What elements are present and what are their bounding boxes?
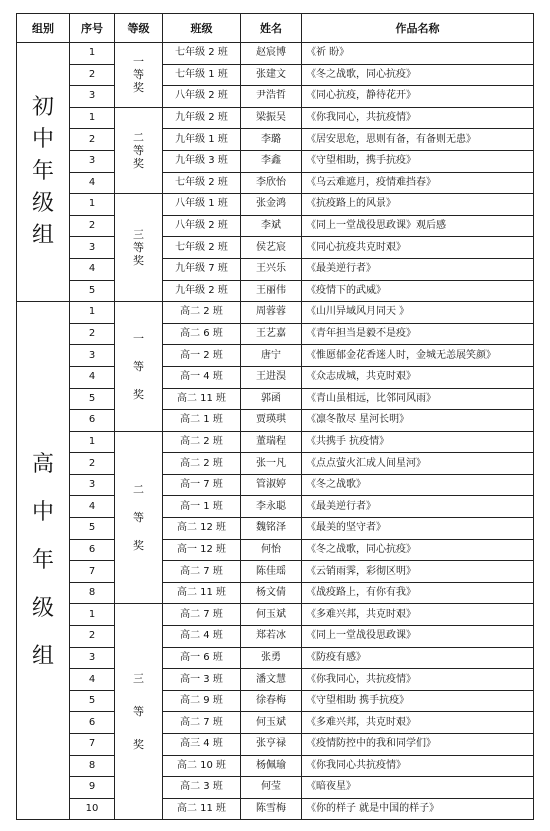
name-cell: 何玉斌 bbox=[241, 712, 302, 734]
title-cell: 《居安思危，思则有备，有备则无患》 bbox=[302, 129, 534, 151]
table-row bbox=[17, 64, 534, 86]
name-cell: 徐春梅 bbox=[241, 690, 302, 712]
seq-cell: 1 bbox=[70, 604, 115, 626]
level-label-char: 奖 bbox=[133, 156, 144, 170]
seq-cell: 2 bbox=[70, 215, 115, 237]
table-row bbox=[17, 323, 534, 345]
class-cell: 七年级 2 班 bbox=[163, 43, 241, 65]
title-cell: 《凛冬散尽 星河长明》 bbox=[302, 410, 534, 432]
class-cell: 八年级 2 班 bbox=[163, 215, 241, 237]
class-cell: 七年级 2 班 bbox=[163, 237, 241, 259]
name-cell: 郭函 bbox=[241, 388, 302, 410]
table-row bbox=[17, 86, 534, 108]
seq-cell: 4 bbox=[70, 172, 115, 194]
class-cell: 高一 12 班 bbox=[163, 539, 241, 561]
seq-cell: 2 bbox=[70, 129, 115, 151]
level-label-char: 等 bbox=[133, 705, 144, 719]
class-cell: 高二 1 班 bbox=[163, 410, 241, 432]
name-cell: 李鑫 bbox=[241, 150, 302, 172]
level-label-char: 一 bbox=[133, 55, 144, 69]
table-row bbox=[17, 518, 534, 540]
title-cell: 《防疫有感》 bbox=[302, 647, 534, 669]
level-label-char: 奖 bbox=[133, 387, 144, 401]
seq-cell: 7 bbox=[70, 734, 115, 756]
title-cell: 《云销雨霁，彩彻区明》 bbox=[302, 561, 534, 583]
header-row bbox=[17, 14, 534, 43]
table-row bbox=[17, 388, 534, 410]
table-row bbox=[17, 302, 534, 324]
seq-cell: 4 bbox=[70, 366, 115, 388]
title-cell: 《暗夜星》 bbox=[302, 777, 534, 799]
seq-cell: 3 bbox=[70, 345, 115, 367]
title-cell: 《守望相助 携手抗疫》 bbox=[302, 690, 534, 712]
header-title: 作品名称 bbox=[302, 14, 534, 43]
level-label-char: 奖 bbox=[133, 81, 144, 95]
name-cell: 陈佳瑶 bbox=[241, 561, 302, 583]
class-cell: 高三 4 班 bbox=[163, 734, 241, 756]
seq-cell: 3 bbox=[70, 86, 115, 108]
seq-cell: 6 bbox=[70, 410, 115, 432]
level-label-char: 奖 bbox=[133, 539, 144, 553]
title-cell: 《冬之战歌，同心抗疫》 bbox=[302, 64, 534, 86]
class-cell: 高一 4 班 bbox=[163, 366, 241, 388]
seq-cell: 6 bbox=[70, 539, 115, 561]
title-cell: 《同上一堂战役思政课》观后感 bbox=[302, 215, 534, 237]
name-cell: 王丽伟 bbox=[241, 280, 302, 302]
title-cell: 《疫情下的武威》 bbox=[302, 280, 534, 302]
table-row bbox=[17, 107, 534, 129]
table-row bbox=[17, 280, 534, 302]
class-cell: 高二 10 班 bbox=[163, 755, 241, 777]
table-row bbox=[17, 604, 534, 626]
level-label-char: 二 bbox=[133, 130, 144, 144]
class-cell: 高二 2 班 bbox=[163, 431, 241, 453]
level-label-char: 等 bbox=[133, 68, 144, 82]
table-row bbox=[17, 496, 534, 518]
table-row bbox=[17, 626, 534, 648]
level-label-char: 奖 bbox=[133, 254, 144, 268]
group-label-char: 高 bbox=[31, 451, 54, 477]
name-cell: 张一凡 bbox=[241, 453, 302, 475]
name-cell: 杨佩瑜 bbox=[241, 755, 302, 777]
name-cell: 魏铭泽 bbox=[241, 518, 302, 540]
table-row bbox=[17, 453, 534, 475]
table-row bbox=[17, 712, 534, 734]
title-cell: 《青年担当是毅不是疫》 bbox=[302, 323, 534, 345]
title-cell: 《最美逆行者》 bbox=[302, 496, 534, 518]
group-label-char: 中 bbox=[31, 499, 54, 525]
table-row bbox=[17, 129, 534, 151]
name-cell: 梁振吴 bbox=[241, 107, 302, 129]
title-cell: 《同心抗疫，静待花开》 bbox=[302, 86, 534, 108]
class-cell: 高一 6 班 bbox=[163, 647, 241, 669]
seq-cell: 1 bbox=[70, 43, 115, 65]
class-cell: 高二 7 班 bbox=[163, 604, 241, 626]
group-label-char: 组 bbox=[31, 223, 54, 249]
class-cell: 七年级 2 班 bbox=[163, 172, 241, 194]
class-cell: 七年级 1 班 bbox=[163, 64, 241, 86]
table-row bbox=[17, 237, 534, 259]
title-cell: 《同上一堂战役思政课》 bbox=[302, 626, 534, 648]
title-cell: 《多难兴邦，共克时艰》 bbox=[302, 712, 534, 734]
group-label-char: 组 bbox=[31, 643, 54, 669]
seq-cell: 4 bbox=[70, 258, 115, 280]
seq-cell: 5 bbox=[70, 690, 115, 712]
class-cell: 高一 2 班 bbox=[163, 345, 241, 367]
name-cell: 潘文慧 bbox=[241, 669, 302, 691]
seq-cell: 3 bbox=[70, 647, 115, 669]
name-cell: 贾瑛琪 bbox=[241, 410, 302, 432]
title-cell: 《同心抗疫共克时艰》 bbox=[302, 237, 534, 259]
name-cell: 王兴乐 bbox=[241, 258, 302, 280]
title-cell: 《你我同心，共抗疫情》 bbox=[302, 669, 534, 691]
table-row bbox=[17, 172, 534, 194]
name-cell: 赵宸博 bbox=[241, 43, 302, 65]
title-cell: 《点点萤火汇成人间星河》 bbox=[302, 453, 534, 475]
seq-cell: 9 bbox=[70, 777, 115, 799]
group-label-char: 中 bbox=[31, 127, 54, 153]
group-cell bbox=[17, 302, 70, 820]
name-cell: 王艺嘉 bbox=[241, 323, 302, 345]
name-cell: 管淑婷 bbox=[241, 474, 302, 496]
table-row bbox=[17, 150, 534, 172]
level-label-char: 等 bbox=[133, 359, 144, 373]
title-cell: 《最美的坚守者》 bbox=[302, 518, 534, 540]
title-cell: 《守望相助，携手抗疫》 bbox=[302, 150, 534, 172]
name-cell: 李永聪 bbox=[241, 496, 302, 518]
header-level: 等级 bbox=[115, 14, 163, 43]
title-cell: 《你我同心共抗疫情》 bbox=[302, 755, 534, 777]
seq-cell: 2 bbox=[70, 626, 115, 648]
title-cell: 《众志成城，共克时艰》 bbox=[302, 366, 534, 388]
level-label-char: 奖 bbox=[133, 738, 144, 752]
title-cell: 《惟愿郁金花香迷人时，金城无恙展笑颜》 bbox=[302, 345, 534, 367]
class-cell: 高二 7 班 bbox=[163, 712, 241, 734]
seq-cell: 10 bbox=[70, 798, 115, 820]
name-cell: 张亨禄 bbox=[241, 734, 302, 756]
group-label-char: 级 bbox=[31, 191, 54, 217]
name-cell: 张勇 bbox=[241, 647, 302, 669]
title-cell: 《多难兴邦，共克时艰》 bbox=[302, 604, 534, 626]
title-cell: 《祈 盼》 bbox=[302, 43, 534, 65]
level-cell bbox=[115, 43, 163, 108]
class-cell: 高二 3 班 bbox=[163, 777, 241, 799]
level-label-char: 等 bbox=[133, 511, 144, 525]
seq-cell: 2 bbox=[70, 64, 115, 86]
title-cell: 《冬之战歌，同心抗疫》 bbox=[302, 539, 534, 561]
level-label-char: 等 bbox=[133, 241, 144, 255]
group-cell bbox=[17, 43, 70, 302]
table-row bbox=[17, 647, 534, 669]
class-cell: 八年级 1 班 bbox=[163, 194, 241, 216]
seq-cell: 1 bbox=[70, 194, 115, 216]
awards-table bbox=[16, 13, 534, 820]
seq-cell: 3 bbox=[70, 237, 115, 259]
class-cell: 高一 3 班 bbox=[163, 669, 241, 691]
level-cell bbox=[115, 604, 163, 820]
header-seq: 序号 bbox=[70, 14, 115, 43]
table-row bbox=[17, 539, 534, 561]
seq-cell: 2 bbox=[70, 453, 115, 475]
table-row bbox=[17, 215, 534, 237]
group-label-char: 级 bbox=[31, 595, 54, 621]
seq-cell: 3 bbox=[70, 474, 115, 496]
level-cell bbox=[115, 194, 163, 302]
class-cell: 高二 7 班 bbox=[163, 561, 241, 583]
seq-cell: 1 bbox=[70, 107, 115, 129]
seq-cell: 4 bbox=[70, 669, 115, 691]
class-cell: 高二 9 班 bbox=[163, 690, 241, 712]
class-cell: 高一 1 班 bbox=[163, 496, 241, 518]
header-class: 班级 bbox=[163, 14, 241, 43]
class-cell: 九年级 1 班 bbox=[163, 129, 241, 151]
group-label-char: 初 bbox=[31, 95, 54, 121]
level-label-char: 二 bbox=[133, 483, 144, 497]
seq-cell: 6 bbox=[70, 712, 115, 734]
table-row bbox=[17, 345, 534, 367]
table-row bbox=[17, 194, 534, 216]
table-row bbox=[17, 43, 534, 65]
table-row bbox=[17, 755, 534, 777]
class-cell: 九年级 2 班 bbox=[163, 107, 241, 129]
group-label-char: 年 bbox=[31, 159, 54, 185]
table-row bbox=[17, 258, 534, 280]
class-cell: 高二 4 班 bbox=[163, 626, 241, 648]
name-cell: 董瑞程 bbox=[241, 431, 302, 453]
name-cell: 何玉斌 bbox=[241, 604, 302, 626]
title-cell: 《战疫路上，有你有我》 bbox=[302, 582, 534, 604]
seq-cell: 3 bbox=[70, 150, 115, 172]
name-cell: 郑若冰 bbox=[241, 626, 302, 648]
seq-cell: 8 bbox=[70, 582, 115, 604]
title-cell: 《乌云难遮月，疫情难挡春》 bbox=[302, 172, 534, 194]
title-cell: 《疫情防控中的我和同学们》 bbox=[302, 734, 534, 756]
seq-cell: 7 bbox=[70, 561, 115, 583]
table-row bbox=[17, 410, 534, 432]
table-row bbox=[17, 690, 534, 712]
header-group: 组别 bbox=[17, 14, 70, 43]
name-cell: 王进淏 bbox=[241, 366, 302, 388]
class-cell: 高二 6 班 bbox=[163, 323, 241, 345]
class-cell: 九年级 3 班 bbox=[163, 150, 241, 172]
name-cell: 尹浩哲 bbox=[241, 86, 302, 108]
title-cell: 《你的样子 就是中国的样子》 bbox=[302, 798, 534, 820]
class-cell: 高二 2 班 bbox=[163, 302, 241, 324]
level-cell bbox=[115, 302, 163, 432]
class-cell: 高二 11 班 bbox=[163, 388, 241, 410]
table-row bbox=[17, 366, 534, 388]
group-label-char: 年 bbox=[31, 547, 54, 573]
table-row bbox=[17, 582, 534, 604]
name-cell: 何莹 bbox=[241, 777, 302, 799]
title-cell: 《青山虽相远，比邻同风雨》 bbox=[302, 388, 534, 410]
class-cell: 八年级 2 班 bbox=[163, 86, 241, 108]
class-cell: 高二 2 班 bbox=[163, 453, 241, 475]
title-cell: 《最美逆行者》 bbox=[302, 258, 534, 280]
name-cell: 周蓉蓉 bbox=[241, 302, 302, 324]
seq-cell: 4 bbox=[70, 496, 115, 518]
name-cell: 李欣怡 bbox=[241, 172, 302, 194]
class-cell: 九年级 7 班 bbox=[163, 258, 241, 280]
title-cell: 《冬之战歌》 bbox=[302, 474, 534, 496]
table-row bbox=[17, 669, 534, 691]
title-cell: 《你我同心，共抗疫情》 bbox=[302, 107, 534, 129]
name-cell: 张建文 bbox=[241, 64, 302, 86]
table-row bbox=[17, 798, 534, 820]
name-cell: 杨文倩 bbox=[241, 582, 302, 604]
seq-cell: 1 bbox=[70, 302, 115, 324]
seq-cell: 8 bbox=[70, 755, 115, 777]
name-cell: 张金鸿 bbox=[241, 194, 302, 216]
table-row bbox=[17, 431, 534, 453]
name-cell: 陈雪梅 bbox=[241, 798, 302, 820]
table-body bbox=[17, 43, 534, 820]
table-row bbox=[17, 474, 534, 496]
seq-cell: 5 bbox=[70, 518, 115, 540]
table-row bbox=[17, 561, 534, 583]
header-name: 姓名 bbox=[241, 14, 302, 43]
name-cell: 唐宁 bbox=[241, 345, 302, 367]
name-cell: 侯艺宸 bbox=[241, 237, 302, 259]
name-cell: 李璐 bbox=[241, 129, 302, 151]
level-label-char: 三 bbox=[133, 672, 144, 686]
name-cell: 何怡 bbox=[241, 539, 302, 561]
class-cell: 高二 12 班 bbox=[163, 518, 241, 540]
level-label-char: 三 bbox=[133, 228, 144, 242]
table-row bbox=[17, 734, 534, 756]
seq-cell: 2 bbox=[70, 323, 115, 345]
class-cell: 九年级 2 班 bbox=[163, 280, 241, 302]
class-cell: 高一 7 班 bbox=[163, 474, 241, 496]
seq-cell: 5 bbox=[70, 388, 115, 410]
seq-cell: 1 bbox=[70, 431, 115, 453]
level-cell bbox=[115, 107, 163, 193]
name-cell: 李斌 bbox=[241, 215, 302, 237]
title-cell: 《共携手 抗疫情》 bbox=[302, 431, 534, 453]
table-row bbox=[17, 777, 534, 799]
level-label-char: 一 bbox=[133, 331, 144, 345]
class-cell: 高二 11 班 bbox=[163, 798, 241, 820]
title-cell: 《山川异域风月同天 》 bbox=[302, 302, 534, 324]
seq-cell: 5 bbox=[70, 280, 115, 302]
level-cell bbox=[115, 431, 163, 604]
title-cell: 《抗疫路上的风景》 bbox=[302, 194, 534, 216]
class-cell: 高二 11 班 bbox=[163, 582, 241, 604]
level-label-char: 等 bbox=[133, 143, 144, 157]
